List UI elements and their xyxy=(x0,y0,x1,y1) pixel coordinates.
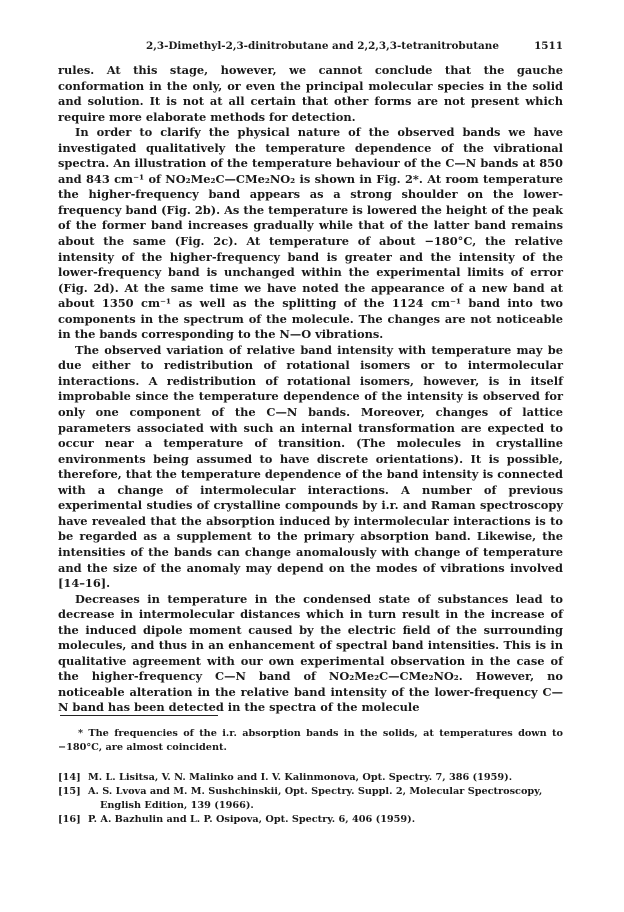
footnote-text: * The frequencies of the i.r. absorption bands in the solids, at temperatures down to −180°C, are almost coincident. xyxy=(58,728,563,753)
reference-text: A. S. Lvova and M. M. Sushchinskii, Opt. Spectry. Suppl. 2, Molecular Spectroscopy, xyxy=(88,786,543,797)
page-number: 1511 xyxy=(534,40,563,52)
reference-number: [16] xyxy=(58,814,81,825)
reference-text: P. A. Bazhulin and L. P. Osipova, Opt. Spectry. 6, 406 (1959). xyxy=(88,814,416,825)
body-text xyxy=(58,63,563,716)
running-title: 2,3-Dimethyl-2,3-dinitrobutane and 2,2,3,3-tetranitrobutane xyxy=(146,40,499,52)
reference-item xyxy=(58,771,563,785)
reference-text-continued: English Edition, 139 (1966). xyxy=(100,800,254,811)
running-header xyxy=(58,40,563,56)
reference-item xyxy=(58,785,563,813)
reference-number: [14] xyxy=(58,772,81,783)
reference-number: [15] xyxy=(58,786,81,797)
paragraph: rules. At this stage, however, we cannot conclude that the gauche conformation in the only, or even the principal molecular species in the solid and solution. It is not at all certain that other forms are not present which require more elaborate methods for detection. xyxy=(58,63,563,124)
paragraph: In order to clarify the physical nature of the observed bands we have investigated qualitatively the temperature dependence of the vibrational spectra. An illustration of the temperature behaviour of the C—N bands at 850 and 843 cm⁻¹ of NO₂Me₂C—CMe₂NO₂ is shown in Fig. 2*. At room temperature the higher-frequency band appears as a strong shoulder on the lower-frequency band (Fig. 2b). As the temperature is lowered the height of the peak of the former band increases gradually while that of the latter band remains about the same (Fig. 2c). At temperature of about −180°C, the relative intensity of the higher-frequency band is greater and the intensity of the lower-frequency band is unchanged within the experimental limits of error (Fig. 2d). At the same time we have noted the appearance of a new band at about 1350 cm⁻¹ as well as the splitting of the 1124 cm⁻¹ band into two components in the spectrum of the molecule. The changes are not noticeable in the bands corresponding to the N—O vibrations. xyxy=(58,125,563,342)
footnote-rule xyxy=(60,715,218,716)
reference-list xyxy=(58,771,563,827)
reference-item xyxy=(58,813,563,827)
footnote xyxy=(58,727,563,755)
reference-text: M. L. Lisitsa, V. N. Malinko and I. V. Kalinmonova, Opt. Spectry. 7, 386 (1959). xyxy=(88,772,513,783)
paragraph: The observed variation of relative band intensity with temperature may be due either to redistribution of rotational isomers or to intermolecular interactions. A redistribution of rotational isomers, however, is in itself improbable since the temperature dependence of the intensity is observed for only one component of the C—N bands. Moreover, changes of lattice parameters associated with such an internal transformation are expected to occur near a temperature of transition. (The molecules in crystalline environments being assumed to have discrete orientations). It is possible, therefore, that the temperature dependence of the band intensity is connected with a change of intermolecular interactions. A number of previous experimental studies of crystalline compounds by i.r. and Raman spectroscopy have revealed that the absorption induced by intermolecular interactions is to be regarded as a supplement to the primary absorption band. Likewise, the intensities of the bands can change anomalously with change of temperature and the size of the anomaly may depend on the modes of vibrations involved [14–16]. xyxy=(58,342,563,591)
paragraph: Decreases in temperature in the condensed state of substances lead to decrease in intermolecular distances which in turn result in the increase of the induced dipole moment caused by the electric field of the surrounding molecules, and thus in an enhancement of spectral band intensities. This is in qualitative agreement with our own experimental observation in the case of the higher-frequency C—N band of NO₂Me₂C—CMe₂NO₂. However, no noticeable alteration in the relative band intensity of the lower-frequency C—N band has been detected in the spectra of the molecule xyxy=(58,591,563,715)
